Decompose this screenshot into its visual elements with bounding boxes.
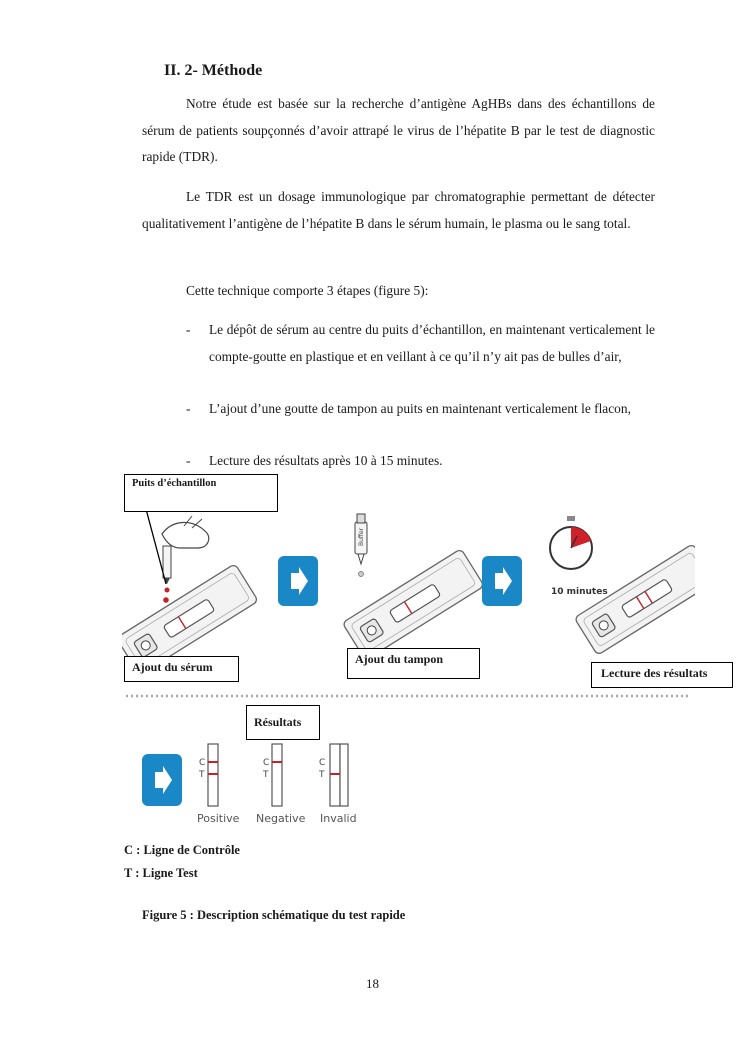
bullet-dash: - <box>186 322 191 337</box>
strip-label-negative: Negative <box>256 812 306 825</box>
strip-label-positive: Positive <box>197 812 240 825</box>
bullet-text: Le dépôt de sérum au centre du puits d’échantillon, en maintenant verticalement le compte-goutte en plastique et en veillant à ce qu’il n’y ait pas de bulles d’air, <box>209 322 655 364</box>
paragraph-2 <box>142 184 655 237</box>
paragraph-2-text: Le TDR est un dosage immunologique par chromatographie permettant de détecter qualitativement l’antigène de l’hépatite B dans le sérum humain, le plasma ou le sang total. <box>142 189 655 231</box>
legend-test-line: T : Ligne Test <box>124 866 198 880</box>
label-ajout-tampon: Ajout du tampon <box>347 648 480 679</box>
strip-c-label: C <box>319 758 326 768</box>
strip-positive <box>208 744 218 806</box>
arrow-icon <box>278 556 318 606</box>
strip-t-label: T <box>199 770 205 780</box>
bullet-item <box>186 317 655 370</box>
paragraph-3-text: Cette technique comporte 3 étapes (figure 5): <box>186 283 429 298</box>
strip-t-label: T <box>319 770 325 780</box>
timer-text: 10 minutes <box>551 587 608 597</box>
strip-label-invalid: Invalid <box>320 812 357 825</box>
label-resultats: Résultats <box>246 705 320 740</box>
buffer-label: Buffer <box>358 527 365 546</box>
bullet-item <box>186 396 655 423</box>
arrow-icon <box>482 556 522 606</box>
paragraph-1-text: Notre étude est basée sur la recherche d’antigène AgHBs dans des échantillons de sérum de patients soupçonnés d’avoir attrapé le virus de l’hépatite B par le test de diagnostic rapide (TDR). <box>142 96 655 164</box>
label-ajout-serum: Ajout du sérum <box>124 656 239 682</box>
label-lecture-resultats: Lecture des résultats <box>591 662 733 688</box>
page-number: 18 <box>366 976 379 991</box>
strip-negative <box>272 744 282 806</box>
section-heading: II. 2- Méthode <box>164 62 263 79</box>
bullet-text: Lecture des résultats après 10 à 15 minutes. <box>209 453 443 468</box>
strip-invalid <box>330 744 348 806</box>
bullet-dash: - <box>186 453 191 468</box>
label-puits-echantillon: Puits d’échantillon <box>124 474 278 512</box>
strip-c-label: C <box>199 758 206 768</box>
legend-control-line: C : Ligne de Contrôle <box>124 843 240 857</box>
bullet-text: L’ajout d’une goutte de tampon au puits en maintenant verticalement le flacon, <box>209 401 631 416</box>
paragraph-3 <box>142 278 655 305</box>
bullet-item <box>186 448 655 475</box>
strip-t-label: T <box>263 770 269 780</box>
bullet-dash: - <box>186 401 191 416</box>
figure-caption: Figure 5 : Description schématique du test rapide <box>142 908 406 922</box>
strip-c-label: C <box>263 758 270 768</box>
paragraph-1 <box>142 91 655 171</box>
arrow-icon <box>142 754 182 806</box>
